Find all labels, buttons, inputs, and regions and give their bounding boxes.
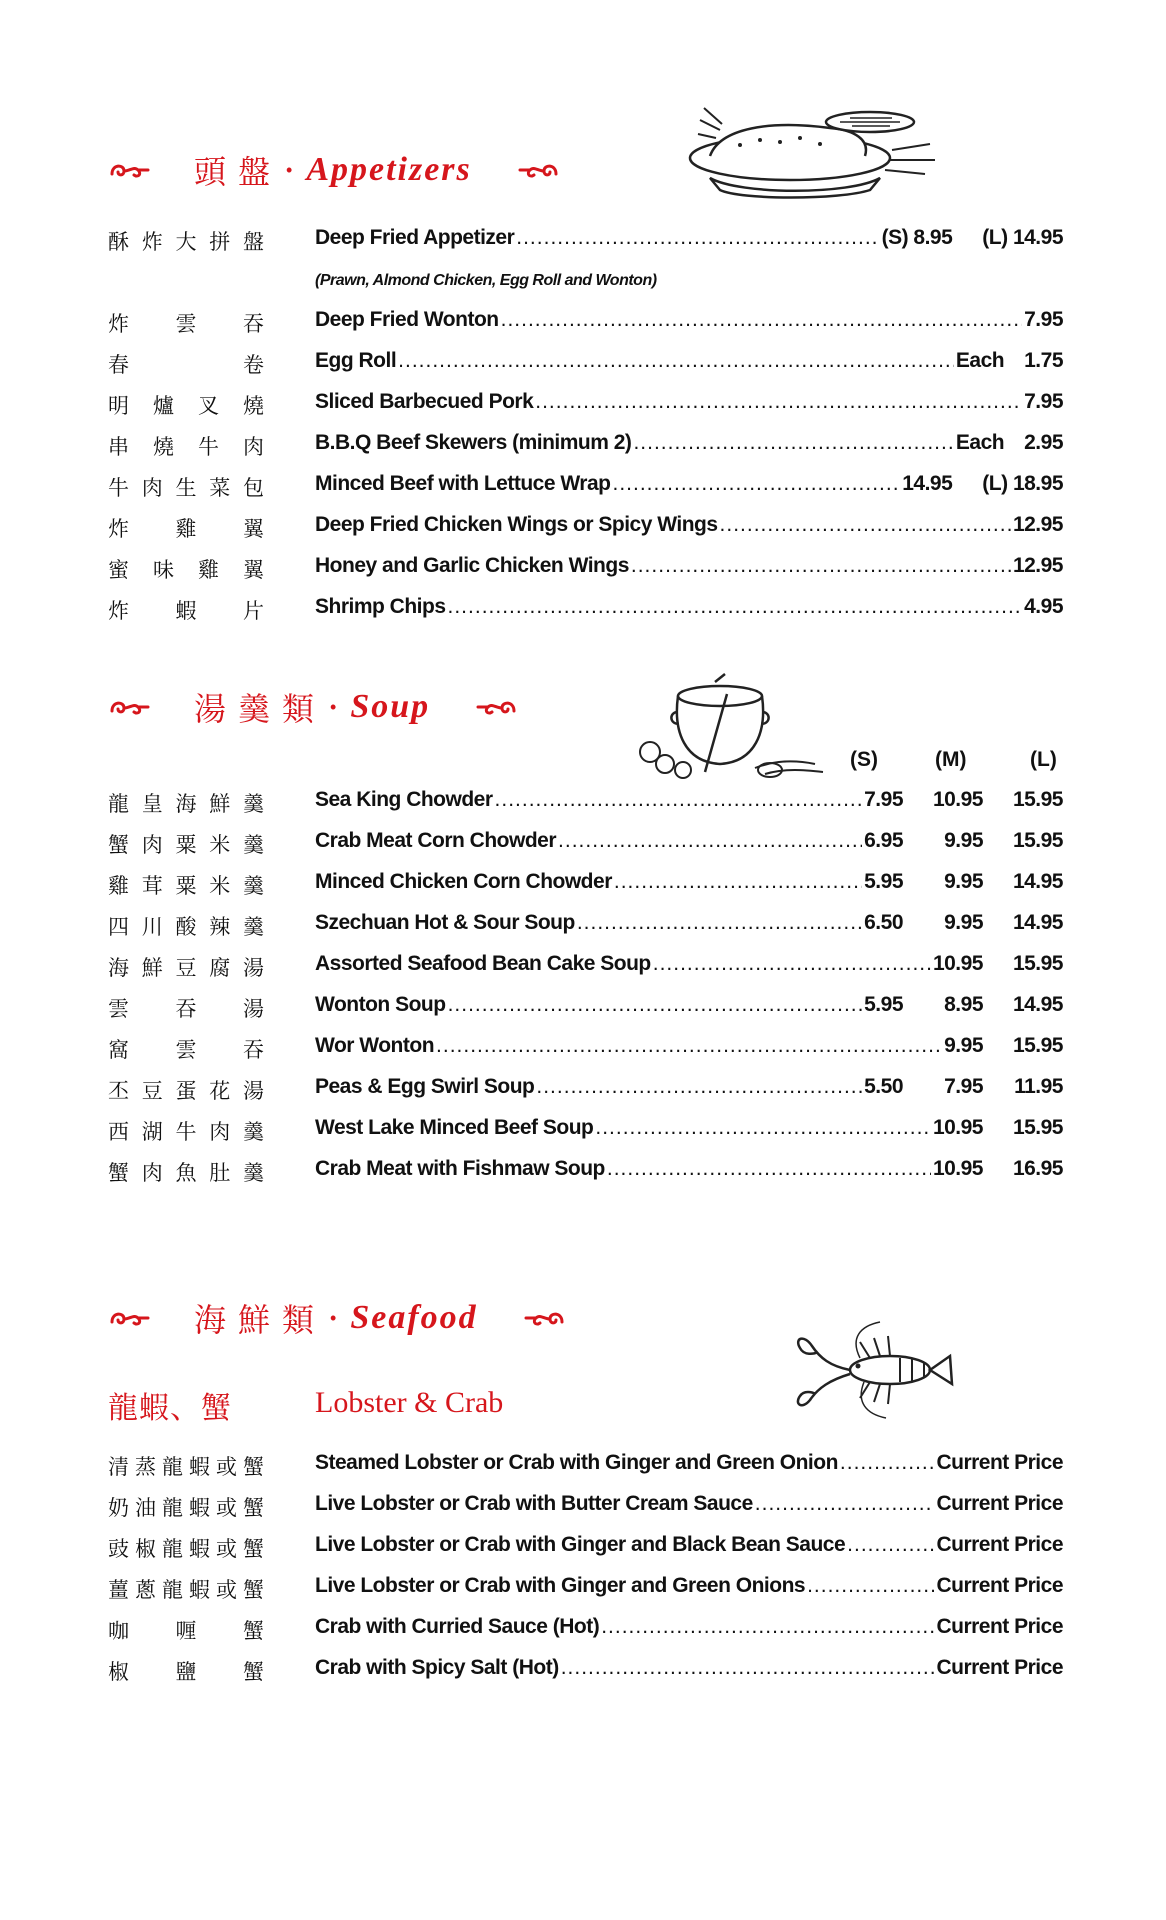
size-header-large: (L) (1030, 748, 1057, 771)
item-name-zh: 炸 蝦 片 (108, 599, 264, 623)
appetizers-header (108, 145, 560, 195)
appetizers-title-en: Appetizers (306, 151, 472, 188)
menu-item-row (108, 390, 1063, 420)
item-name-en: Live Lobster or Crab with Butter Cream Sauce (315, 1492, 753, 1515)
item-price-large: (L) 18.95 (982, 472, 1063, 495)
menu-item-row (108, 1656, 1063, 1686)
item-name-zh: 雞 茸 粟 米 羹 (108, 874, 264, 898)
leader-dots (847, 1533, 934, 1557)
item-name-en: Shrimp Chips (315, 595, 446, 618)
item-price-small: (S) 8.95 (881, 226, 953, 249)
item-price-large: 14.95 (1012, 993, 1063, 1016)
item-name-en: Minced Beef with Lettuce Wrap (315, 472, 611, 495)
menu-item-row (108, 1615, 1063, 1645)
item-name-en: Deep Fried Wonton (315, 308, 499, 331)
item-name-zh: 清 蒸 龍 蝦 或 蟹 (108, 1455, 264, 1479)
item-price: Current Price (936, 1533, 1063, 1556)
seafood-header (108, 1293, 566, 1343)
menu-item-row (108, 829, 1063, 859)
leader-dots (561, 1656, 935, 1680)
item-name-zh: 蜜 味 雞 翼 (108, 558, 264, 582)
menu-item-row (108, 308, 1063, 338)
title-bullet: • (330, 696, 337, 717)
item-price: Current Price (936, 1451, 1063, 1474)
leader-dots (601, 1615, 934, 1639)
seafood-subsection-title-en: Lobster & Crab (315, 1386, 504, 1419)
item-name-en: Szechuan Hot & Sour Soup (315, 911, 575, 934)
item-name-en: B.B.Q Beef Skewers (minimum 2) (315, 431, 632, 454)
menu-item-row (108, 1116, 1063, 1146)
item-price: Current Price (936, 1574, 1063, 1597)
menu-item-row (108, 788, 1063, 818)
item-price-large: 11.95 (1014, 1075, 1063, 1098)
leader-dots (720, 513, 1011, 537)
item-name-en: Live Lobster or Crab with Ginger and Black Bean Sauce (315, 1533, 846, 1556)
item-name-zh: 窩 雲 吞 (108, 1038, 264, 1062)
item-name-zh: 明 爐 叉 燒 (108, 394, 264, 418)
item-price-large: 14.95 (1012, 870, 1063, 893)
menu-item-row (108, 1451, 1063, 1481)
menu-item-row (108, 1533, 1063, 1563)
soup-header (108, 682, 518, 732)
item-price-medium: 10.95 (932, 1157, 983, 1180)
swirl-ornament-icon (108, 695, 150, 719)
item-price: Current Price (936, 1615, 1063, 1638)
leader-dots (516, 226, 879, 250)
item-name-zh: 奶 油 龍 蝦 或 蟹 (108, 1496, 264, 1520)
item-name-en: Deep Fried Chicken Wings or Spicy Wings (315, 513, 718, 536)
item-name-zh: 薑 蔥 龍 蝦 或 蟹 (108, 1578, 264, 1602)
item-price-large: 15.95 (1012, 1034, 1063, 1057)
leader-dots (558, 829, 862, 853)
leader-dots (607, 1157, 931, 1181)
leader-dots (501, 308, 1023, 332)
menu-item-row (108, 226, 1063, 256)
item-price-large: (L) 14.95 (982, 226, 1063, 249)
item-price-medium: 8.95 (944, 993, 983, 1016)
item-price: 4.95 (1024, 595, 1063, 618)
leader-dots (614, 870, 862, 894)
item-name-zh: 海 鮮 豆 腐 湯 (108, 956, 264, 980)
menu-item-row (108, 1574, 1063, 1604)
item-price-medium: 9.95 (944, 870, 983, 893)
item-price-large: 15.95 (1012, 829, 1063, 852)
item-name-en: Steamed Lobster or Crab with Ginger and Green Onion (315, 1451, 838, 1474)
leader-dots (536, 1075, 862, 1099)
item-name-zh: 丕 豆 蛋 花 湯 (108, 1079, 264, 1103)
leader-dots (577, 911, 862, 935)
item-name-en: Crab with Curried Sauce (Hot) (315, 1615, 600, 1638)
item-price-small: 6.95 (864, 829, 903, 852)
lobster-icon (790, 1318, 955, 1423)
item-price: 12.95 (1012, 554, 1063, 577)
leader-dots (633, 431, 953, 455)
swirl-ornament-icon (108, 158, 150, 182)
item-note: (Prawn, Almond Chicken, Egg Roll and Wonton) (315, 272, 657, 289)
item-price-small: 6.50 (864, 911, 903, 934)
item-name-zh: 咖 喱 蟹 (108, 1619, 264, 1643)
leader-dots (653, 952, 931, 976)
item-price-medium: 10.95 (932, 952, 983, 975)
item-price-large: 15.95 (1012, 788, 1063, 811)
item-name-en: Live Lobster or Crab with Ginger and Green Onions (315, 1574, 806, 1597)
title-bullet: • (330, 1307, 337, 1328)
menu-item-row (108, 1034, 1063, 1064)
swirl-ornament-icon (518, 158, 560, 182)
roast-pig-platter-icon (680, 100, 950, 210)
leader-dots (631, 554, 1011, 578)
item-price-medium: 10.95 (932, 1116, 983, 1139)
menu-item-row (108, 513, 1063, 543)
item-price-medium: 9.95 (944, 829, 983, 852)
item-name-zh: 蟹 肉 粟 米 羹 (108, 833, 264, 857)
item-name-en: Honey and Garlic Chicken Wings (315, 554, 629, 577)
item-price-medium: 9.95 (944, 1034, 983, 1057)
soup-title-zh: 湯羹類 (194, 690, 327, 728)
item-name-en: Crab Meat Corn Chowder (315, 829, 557, 852)
item-name-zh: 酥 炸 大 拼 盤 (108, 230, 264, 254)
item-price-small: 5.50 (864, 1075, 903, 1098)
menu-item-row (108, 431, 1063, 461)
seafood-title-en: Seafood (350, 1299, 478, 1336)
leader-dots (595, 1116, 931, 1140)
item-name-en: Assorted Seafood Bean Cake Soup (315, 952, 651, 975)
item-price-large: 16.95 (1012, 1157, 1063, 1180)
item-price: 7.95 (1024, 308, 1063, 331)
item-price-medium: 9.95 (944, 911, 983, 934)
swirl-ornament-icon (108, 1306, 150, 1330)
item-unit: Each (955, 431, 1005, 454)
menu-item-row (108, 911, 1063, 941)
menu-item-row (108, 1157, 1063, 1187)
item-price-large: 14.95 (1012, 911, 1063, 934)
leader-dots (448, 993, 863, 1017)
item-price-large: 15.95 (1012, 952, 1063, 975)
leader-dots (535, 390, 1022, 414)
size-header-small: (S) (850, 748, 878, 771)
appetizers-title-zh: 頭盤 (194, 153, 283, 191)
menu-item-row (108, 1075, 1063, 1105)
item-price-medium: 10.95 (932, 788, 983, 811)
item-price: 7.95 (1024, 390, 1063, 413)
item-name-zh: 串 燒 牛 肉 (108, 435, 264, 459)
item-price: 12.95 (1012, 513, 1063, 536)
leader-dots (436, 1034, 942, 1058)
item-price: Current Price (936, 1492, 1063, 1515)
leader-dots (840, 1451, 935, 1475)
item-price-medium: 7.95 (944, 1075, 983, 1098)
item-name-zh: 龍 皇 海 鮮 羹 (108, 792, 264, 816)
item-name-en: Deep Fried Appetizer (315, 226, 515, 249)
menu-item-row (108, 472, 1063, 502)
leader-dots (613, 472, 901, 496)
leader-dots (755, 1492, 935, 1516)
menu-item-row (108, 993, 1063, 1023)
item-price: 2.95 (1024, 431, 1063, 454)
seafood-subsection-title-zh: 龍蝦、蟹 (108, 1391, 232, 1426)
item-name-en: Peas & Egg Swirl Soup (315, 1075, 535, 1098)
item-name-en: Crab with Spicy Salt (Hot) (315, 1656, 559, 1679)
item-name-zh: 雲 吞 湯 (108, 997, 264, 1021)
title-bullet: • (286, 159, 293, 180)
swirl-ornament-icon (524, 1306, 566, 1330)
item-name-zh: 豉 椒 龍 蝦 或 蟹 (108, 1537, 264, 1561)
item-name-en: West Lake Minced Beef Soup (315, 1116, 594, 1139)
item-name-en: Sea King Chowder (315, 788, 493, 811)
menu-item-row (108, 870, 1063, 900)
leader-dots (448, 595, 1023, 619)
item-price: 1.75 (1024, 349, 1063, 372)
item-name-en: Wonton Soup (315, 993, 446, 1016)
item-name-zh: 炸 雞 翼 (108, 517, 264, 541)
item-name-zh: 椒 鹽 蟹 (108, 1660, 264, 1684)
item-price-small: 7.95 (864, 788, 903, 811)
leader-dots (495, 788, 863, 812)
leader-dots (398, 349, 954, 373)
item-name-en: Crab Meat with Fishmaw Soup (315, 1157, 605, 1180)
item-name-zh: 蟹 肉 魚 肚 羹 (108, 1161, 264, 1185)
seafood-title-zh: 海鮮類 (194, 1301, 327, 1339)
item-name-zh: 牛 肉 生 菜 包 (108, 476, 264, 500)
item-price-small: 5.95 (864, 993, 903, 1016)
item-name-en: Minced Chicken Corn Chowder (315, 870, 612, 893)
leader-dots (807, 1574, 934, 1598)
item-name-zh: 春 卷 (108, 353, 264, 377)
menu-item-row (108, 1492, 1063, 1522)
item-name-en: Sliced Barbecued Pork (315, 390, 534, 413)
soup-pot-icon (625, 672, 825, 782)
item-unit: Each (955, 349, 1005, 372)
menu-item-row (108, 595, 1063, 625)
menu-item-row (108, 952, 1063, 982)
swirl-ornament-icon (476, 695, 518, 719)
soup-title-en: Soup (350, 688, 431, 725)
item-price: 14.95 (902, 472, 953, 495)
menu-item-row (108, 554, 1063, 584)
item-price-large: 15.95 (1012, 1116, 1063, 1139)
item-price: Current Price (936, 1656, 1063, 1679)
size-header-medium: (M) (935, 748, 967, 771)
item-name-en: Wor Wonton (315, 1034, 435, 1057)
item-price-small: 5.95 (864, 870, 903, 893)
menu-item-row (108, 349, 1063, 379)
item-name-zh: 四 川 酸 辣 羹 (108, 915, 264, 939)
item-name-zh: 西 湖 牛 肉 羹 (108, 1120, 264, 1144)
item-name-en: Egg Roll (315, 349, 397, 372)
item-name-zh: 炸 雲 吞 (108, 312, 264, 336)
